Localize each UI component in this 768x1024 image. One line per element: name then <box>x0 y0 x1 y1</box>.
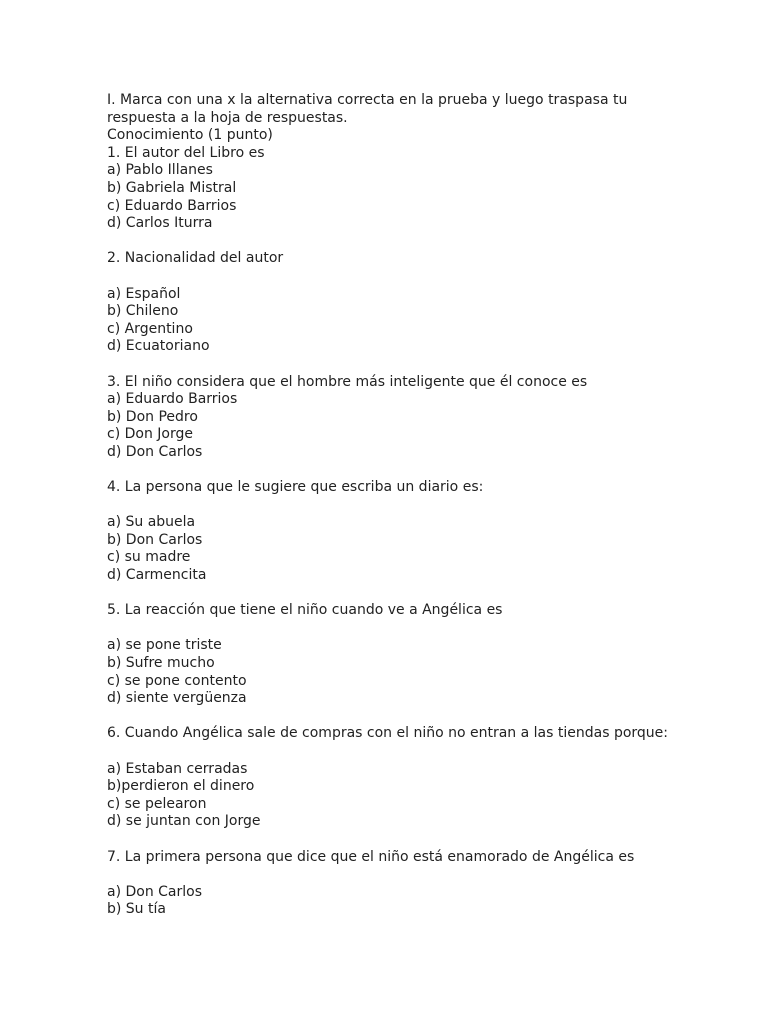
option-d: d) Carmencita <box>107 567 207 584</box>
instructions-line-1: I. Marca con una x la alternativa correcta en la prueba y luego traspasa tu <box>107 92 628 108</box>
document-page <box>107 92 747 919</box>
blank-line <box>107 233 747 251</box>
option-a: a) se pone triste <box>107 637 222 654</box>
question-text: 7. La primera persona que dice que el niño está enamorado de Angélica es <box>107 848 635 865</box>
option-a: a) Don Carlos <box>107 883 203 900</box>
option-d: d) siente vergüenza <box>107 690 247 707</box>
instructions-line-2: respuesta a la hoja de respuestas. <box>107 109 348 126</box>
question-5 <box>107 602 747 708</box>
blank-line <box>107 866 747 884</box>
question-4 <box>107 479 747 585</box>
option-b: b) Chileno <box>107 303 179 320</box>
option-c: c) Eduardo Barrios <box>107 197 237 214</box>
option-a: a) Estaban cerradas <box>107 760 248 777</box>
blank-line <box>107 585 747 603</box>
blank-line <box>107 620 747 638</box>
question-text: 1. El autor del Libro es <box>107 144 265 161</box>
blank-line <box>107 708 747 726</box>
question-1 <box>107 145 747 233</box>
option-c: c) Argentino <box>107 320 193 337</box>
question-text: 2. Nacionalidad del autor <box>107 250 284 267</box>
question-text: 6. Cuando Angélica sale de compras con el niño no entran a las tiendas porque: <box>107 725 668 742</box>
question-text: 3. El niño considera que el hombre más inteligente que él conoce es <box>107 373 588 390</box>
option-c: c) se pelearon <box>107 795 207 812</box>
blank-line <box>107 831 747 849</box>
option-b: b)perdieron el dinero <box>107 778 255 795</box>
section-heading: Conocimiento (1 punto) <box>107 127 273 144</box>
option-b: b) Don Pedro <box>107 408 198 425</box>
option-d: d) Don Carlos <box>107 443 203 460</box>
question-6 <box>107 725 747 831</box>
blank-line <box>107 268 747 286</box>
option-b: b) Don Carlos <box>107 531 203 548</box>
option-a: a) Pablo Illanes <box>107 162 213 179</box>
question-text: 5. La reacción que tiene el niño cuando ve a Angélica es <box>107 602 503 619</box>
option-a: a) Su abuela <box>107 514 196 531</box>
blank-line <box>107 743 747 761</box>
option-d: d) Carlos Iturra <box>107 215 213 232</box>
question-text: 4. La persona que le sugiere que escriba un diario es: <box>107 479 484 496</box>
option-d: d) Ecuatoriano <box>107 338 210 355</box>
option-c: c) se pone contento <box>107 672 247 689</box>
blank-line <box>107 356 747 374</box>
option-c: c) su madre <box>107 549 191 566</box>
option-b: b) Su tía <box>107 901 166 918</box>
option-b: b) Gabriela Mistral <box>107 179 237 196</box>
option-d: d) se juntan con Jorge <box>107 813 261 830</box>
question-2 <box>107 250 747 356</box>
question-3 <box>107 374 747 462</box>
option-c: c) Don Jorge <box>107 426 193 443</box>
blank-line <box>107 461 747 479</box>
question-7 <box>107 849 747 919</box>
option-a: a) Español <box>107 285 181 302</box>
blank-line <box>107 497 747 515</box>
option-a: a) Eduardo Barrios <box>107 391 238 408</box>
option-b: b) Sufre mucho <box>107 655 215 671</box>
